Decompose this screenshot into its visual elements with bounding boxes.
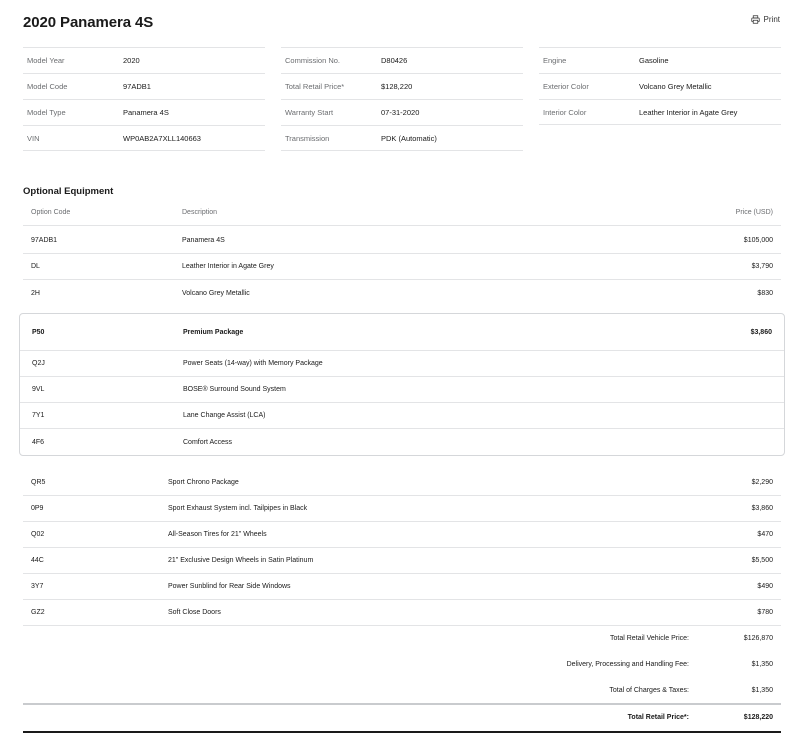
equipment-list-top [23,228,781,306]
spec-label-engine: Engine [543,56,567,65]
spec-row [281,125,523,151]
package-item-code: 9VL [32,386,45,393]
charges-taxes-value: $1,350 [751,686,773,694]
total-row [23,677,781,703]
option-price: $105,000 [743,237,773,244]
package-code: P50 [32,328,45,336]
spec-value-vin: WP0AB2A7XLL140663 [123,133,201,143]
spec-row [23,73,265,99]
total-row [23,651,781,677]
grand-total-row [23,703,781,733]
option-description: All-Season Tires for 21" Wheels [168,531,267,538]
option-price: $490 [757,583,773,590]
package-description: Premium Package [183,328,244,336]
optional-equipment-title: Optional Equipment [23,186,114,197]
spec-row [539,99,781,125]
spec-label-total-retail-price: Total Retail Price* [285,82,345,91]
package-item-code: 7Y1 [32,412,45,419]
table-row [23,600,781,626]
option-price: $830 [757,289,773,297]
table-row [23,574,781,600]
package-item-row [20,403,784,429]
option-description: Volcano Grey Metallic [182,289,250,297]
package-item-description: Comfort Access [183,438,233,446]
grand-total-value: $128,220 [743,714,773,721]
option-description: Soft Close Doors [168,609,221,616]
total-row [23,625,781,651]
option-description: Sport Exhaust System incl. Tailpipes in Black [168,505,308,512]
spec-label-model-type: Model Type [27,108,66,117]
option-code: QR5 [31,479,46,486]
option-price: $2,290 [751,479,773,486]
option-code: Q02 [31,531,45,538]
printer-icon [751,15,760,24]
option-code: GZ2 [31,609,45,616]
table-row [23,496,781,522]
equipment-list-bottom [23,470,781,626]
spec-label-model-code: Model Code [27,82,68,91]
total-retail-vehicle-price-label: Total Retail Vehicle Price: [610,634,689,642]
spec-column-3 [539,47,781,151]
total-retail-vehicle-price-value: $126,870 [743,634,773,642]
spec-column-2 [281,47,523,151]
option-description: 21" Exclusive Design Wheels in Satin Platinum [168,557,314,564]
package-price: $3,860 [750,328,772,336]
option-description: Sport Chrono Package [168,479,239,486]
table-row [23,228,781,254]
package-item-description: Power Seats (14-way) with Memory Package [183,360,323,367]
spec-row [23,99,265,125]
spec-row [23,47,265,73]
delivery-fee-label: Delivery, Processing and Handling Fee: [566,660,689,668]
table-row [23,522,781,548]
header-description: Description [182,209,218,216]
spec-value-model-type: Panamera 4S [123,108,169,117]
option-code: 3Y7 [31,583,44,590]
option-code: DL [31,263,40,270]
grand-total-label: Total Retail Price*: [627,714,689,721]
spec-label-exterior-color: Exterior Color [543,82,589,91]
header-price: Price (USD) [735,209,773,216]
option-code: 0P9 [31,505,44,512]
package-item-row [20,429,784,455]
package-item-code: 4F6 [32,438,45,446]
table-row [23,280,781,306]
spec-value-exterior-color: Volcano Grey Metallic [639,82,712,91]
spec-label-commission-no: Commission No. [285,56,341,65]
option-price: $470 [757,531,773,538]
package-item-description: Lane Change Assist (LCA) [183,412,266,419]
price-totals [23,625,781,703]
spec-label-warranty-start: Warranty Start [285,108,334,117]
equipment-table-header [23,200,781,226]
spec-column-1 [23,47,265,151]
spec-value-model-year: 2020 [123,56,140,65]
package-item-row [20,377,784,403]
table-row [23,548,781,574]
option-price: $3,790 [751,263,773,270]
spec-row [281,47,523,73]
option-code: 2H [31,289,40,297]
print-label: Print [763,15,780,24]
header [23,12,780,34]
table-row [23,254,781,280]
spec-value-commission-no: D80426 [381,56,408,65]
spec-value-transmission: PDK (Automatic) [381,133,437,143]
table-row [23,470,781,496]
option-description: Power Sunblind for Rear Side Windows [168,583,291,590]
package-item-description: BOSE® Surround Sound System [183,386,286,393]
spec-label-interior-color: Interior Color [543,107,587,117]
spec-row [539,47,781,73]
spec-row [23,125,265,151]
package-item-code: Q2J [32,360,45,367]
spec-label-vin: VIN [27,133,40,143]
package-header-row [20,314,784,351]
option-price: $780 [757,609,773,616]
spec-value-interior-color: Leather Interior in Agate Grey [639,107,738,117]
option-code: 97ADB1 [31,237,58,244]
header-option-code: Option Code [31,209,71,216]
package-item-row [20,351,784,377]
print-button[interactable] [751,15,780,24]
option-description: Panamera 4S [182,237,225,244]
delivery-fee-value: $1,350 [751,660,773,668]
vehicle-specs [23,47,781,151]
option-price: $3,860 [751,505,773,512]
spec-row [281,99,523,125]
charges-taxes-label: Total of Charges & Taxes: [609,686,689,694]
option-description: Leather Interior in Agate Grey [182,263,274,270]
spec-value-warranty-start: 07-31-2020 [381,108,420,117]
option-code: 44C [31,557,44,564]
spec-value-model-code: 97ADB1 [123,82,151,91]
page-title: 2020 Panamera 4S [23,14,154,31]
spec-value-total-retail-price: $128,220 [381,82,413,91]
spec-label-model-year: Model Year [27,56,65,65]
spec-label-transmission: Transmission [285,133,330,143]
spec-row [281,73,523,99]
premium-package-group [19,313,785,456]
spec-value-engine: Gasoline [639,56,669,65]
spec-row [539,73,781,99]
option-price: $5,500 [751,557,773,564]
